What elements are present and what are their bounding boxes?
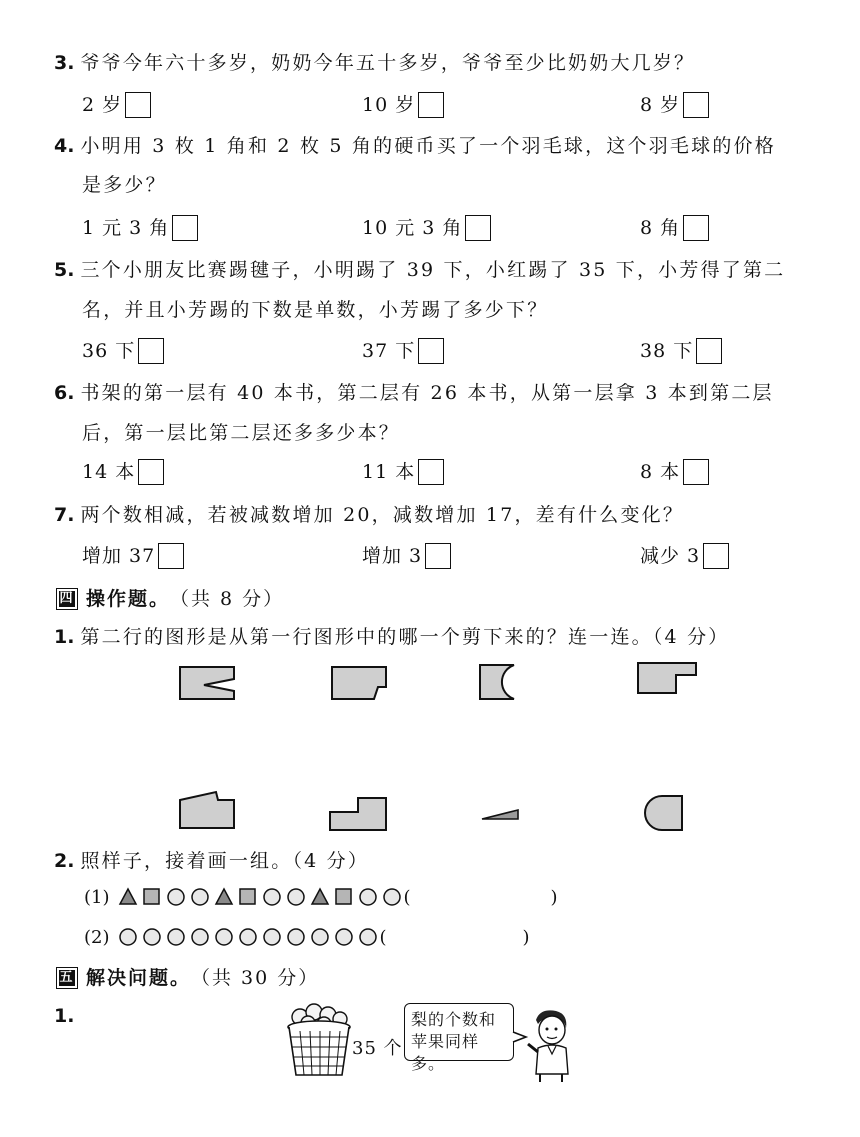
option-label: 14 本: [82, 461, 136, 483]
option-label: 38 下: [640, 340, 694, 362]
answer-checkbox[interactable]: [425, 543, 451, 569]
answer-checkbox[interactable]: [465, 215, 491, 241]
circle-shape-icon: [118, 927, 138, 947]
question-number: 1.: [54, 626, 75, 648]
triangle-shape-icon: [310, 887, 330, 907]
shape-piece-slanted-rect[interactable]: [178, 790, 238, 830]
basket-count: 35 个: [352, 1038, 403, 1059]
shape-piece-semicircle[interactable]: [642, 794, 688, 834]
question-5-line2: 名，并且小芳踢的下数是单数，小芳踢了多少下？: [82, 299, 549, 321]
circle-shape-icon: [262, 927, 282, 947]
answer-paren-close: ): [550, 886, 558, 908]
section-title: 操作题。: [86, 588, 171, 610]
q6-option-c[interactable]: [640, 459, 709, 485]
option-label: 增加 37: [82, 545, 156, 567]
q3-option-a[interactable]: [82, 92, 151, 118]
option-label: 11 本: [362, 461, 416, 483]
section-4-heading: [56, 586, 284, 612]
question-text: 三个小朋友比赛踢毽子，小明踢了 39 下，小红踢了 35 下，小芳得了第二: [80, 259, 786, 281]
q4-option-b[interactable]: [362, 215, 491, 241]
option-label: 2 岁: [82, 94, 123, 116]
q5-option-b[interactable]: [362, 338, 444, 364]
question-text: 爷爷今年六十多岁，奶奶今年五十多岁，爷爷至少比奶奶大几岁？: [80, 52, 696, 74]
q5-option-c[interactable]: [640, 338, 722, 364]
answer-checkbox[interactable]: [683, 459, 709, 485]
question-4: [54, 133, 776, 159]
option-label: 减少 3: [640, 545, 701, 567]
question-text: 两个数相减，若被减数增加 20，减数增加 17，差有什么变化？: [80, 504, 685, 526]
q7-option-a[interactable]: [82, 543, 184, 569]
shape-c-arc-cut[interactable]: [478, 663, 522, 703]
circle-shape-icon: [358, 887, 378, 907]
option-label: 1 元 3 角: [82, 217, 170, 239]
triangle-shape-icon: [214, 887, 234, 907]
answer-blank[interactable]: [411, 886, 551, 908]
shape-piece-triangle[interactable]: [480, 808, 522, 822]
shape-a-notched-rect[interactable]: [178, 665, 238, 701]
question-number: 1.: [54, 1005, 75, 1027]
q6-option-b[interactable]: [362, 459, 444, 485]
option-label: 36 下: [82, 340, 136, 362]
pattern-shapes: [116, 927, 380, 947]
option-label: 37 下: [362, 340, 416, 362]
circle-shape-icon: [166, 927, 186, 947]
question-number: 3.: [54, 52, 75, 74]
circle-shape-icon: [334, 927, 354, 947]
bubble-line-2: 苹果同样多。: [411, 1032, 480, 1073]
circle-shape-icon: [286, 927, 306, 947]
circle-shape-icon: [214, 927, 234, 947]
q4-option-a[interactable]: [82, 215, 198, 241]
question-6-line2: 后，第一层比第二层还多多少本？: [82, 422, 401, 444]
question-number: 4.: [54, 135, 75, 157]
q3-option-b[interactable]: [362, 92, 444, 118]
pattern-label: (1): [84, 886, 110, 908]
question-number: 7.: [54, 504, 75, 526]
shape-d-l-rect[interactable]: [636, 661, 700, 697]
answer-paren-open: (: [403, 886, 411, 908]
option-label: 8 角: [640, 217, 681, 239]
pattern-label: (2): [84, 926, 110, 948]
q6-option-a[interactable]: [82, 459, 164, 485]
circle-shape-icon: [142, 927, 162, 947]
speech-bubble: [404, 1003, 514, 1073]
section-number: 五: [59, 970, 75, 985]
section-number: 四: [59, 591, 75, 606]
triangle-shape-icon: [118, 887, 138, 907]
q7-option-c[interactable]: [640, 543, 729, 569]
pattern-row-2: [84, 926, 530, 948]
question-text: 书架的第一层有 40 本书，第二层有 26 本书，从第一层拿 3 本到第二层: [80, 382, 774, 404]
answer-checkbox[interactable]: [418, 338, 444, 364]
question-3: [54, 50, 695, 76]
circle-shape-icon: [166, 887, 186, 907]
answer-paren-open: (: [379, 926, 387, 948]
answer-checkbox[interactable]: [158, 543, 184, 569]
shape-b-cut-corner-rect[interactable]: [330, 665, 390, 701]
section-score: （共 30 分）: [191, 967, 320, 989]
answer-checkbox[interactable]: [172, 215, 198, 241]
question-4-line2: 是多少？: [82, 174, 167, 196]
q7-option-b[interactable]: [362, 543, 451, 569]
answer-checkbox[interactable]: [703, 543, 729, 569]
section-number-badge: [56, 588, 78, 610]
bubble-line-1: 梨的个数和: [411, 1010, 497, 1029]
square-shape-icon: [142, 887, 162, 907]
q4-option-c[interactable]: [640, 215, 709, 241]
q5-option-a[interactable]: [82, 338, 164, 364]
answer-checkbox[interactable]: [418, 459, 444, 485]
option-label: 8 本: [640, 461, 681, 483]
pattern-shapes: [116, 887, 404, 907]
section-score: （共 8 分）: [170, 588, 285, 610]
answer-checkbox[interactable]: [138, 459, 164, 485]
q3-option-c[interactable]: [640, 92, 709, 118]
question-number: 6.: [54, 382, 75, 404]
circle-shape-icon: [190, 927, 210, 947]
circle-shape-icon: [382, 887, 402, 907]
option-label: 增加 3: [362, 545, 423, 567]
question-text: 照样子，接着画一组。（4 分）: [80, 850, 370, 872]
circle-shape-icon: [238, 927, 258, 947]
section-title: 解决问题。: [86, 967, 192, 989]
question-6: [54, 380, 774, 406]
s5-question-1: [54, 1003, 80, 1029]
section-5-heading: [56, 965, 319, 991]
apple-basket-illustration: [286, 1003, 352, 1079]
question-5: [54, 257, 785, 283]
boy-illustration: [524, 1008, 574, 1082]
section-number-badge: [56, 967, 78, 989]
question-number: 5.: [54, 259, 75, 281]
s4-question-2: [54, 848, 369, 874]
answer-paren-close: ): [522, 926, 530, 948]
answer-checkbox[interactable]: [138, 338, 164, 364]
pattern-row-1: [84, 886, 558, 908]
circle-shape-icon: [286, 887, 306, 907]
square-shape-icon: [238, 887, 258, 907]
s4-question-1: [54, 624, 729, 650]
circle-shape-icon: [262, 887, 282, 907]
answer-checkbox[interactable]: [418, 92, 444, 118]
answer-checkbox[interactable]: [683, 215, 709, 241]
question-text: 第二行的图形是从第一行图形中的哪一个剪下来的？连一连。（4 分）: [80, 626, 730, 648]
answer-checkbox[interactable]: [696, 338, 722, 364]
option-label: 10 元 3 角: [362, 217, 463, 239]
circle-shape-icon: [190, 887, 210, 907]
answer-checkbox[interactable]: [683, 92, 709, 118]
answer-blank[interactable]: [387, 926, 523, 948]
square-shape-icon: [334, 887, 354, 907]
question-text: 小明用 3 枚 1 角和 2 枚 5 角的硬币买了一个羽毛球，这个羽毛球的价格: [80, 135, 776, 157]
option-label: 8 岁: [640, 94, 681, 116]
circle-shape-icon: [310, 927, 330, 947]
circle-shape-icon: [358, 927, 378, 947]
shape-piece-step[interactable]: [328, 796, 390, 834]
question-number: 2.: [54, 850, 75, 872]
question-7: [54, 502, 684, 528]
answer-checkbox[interactable]: [125, 92, 151, 118]
option-label: 10 岁: [362, 94, 416, 116]
